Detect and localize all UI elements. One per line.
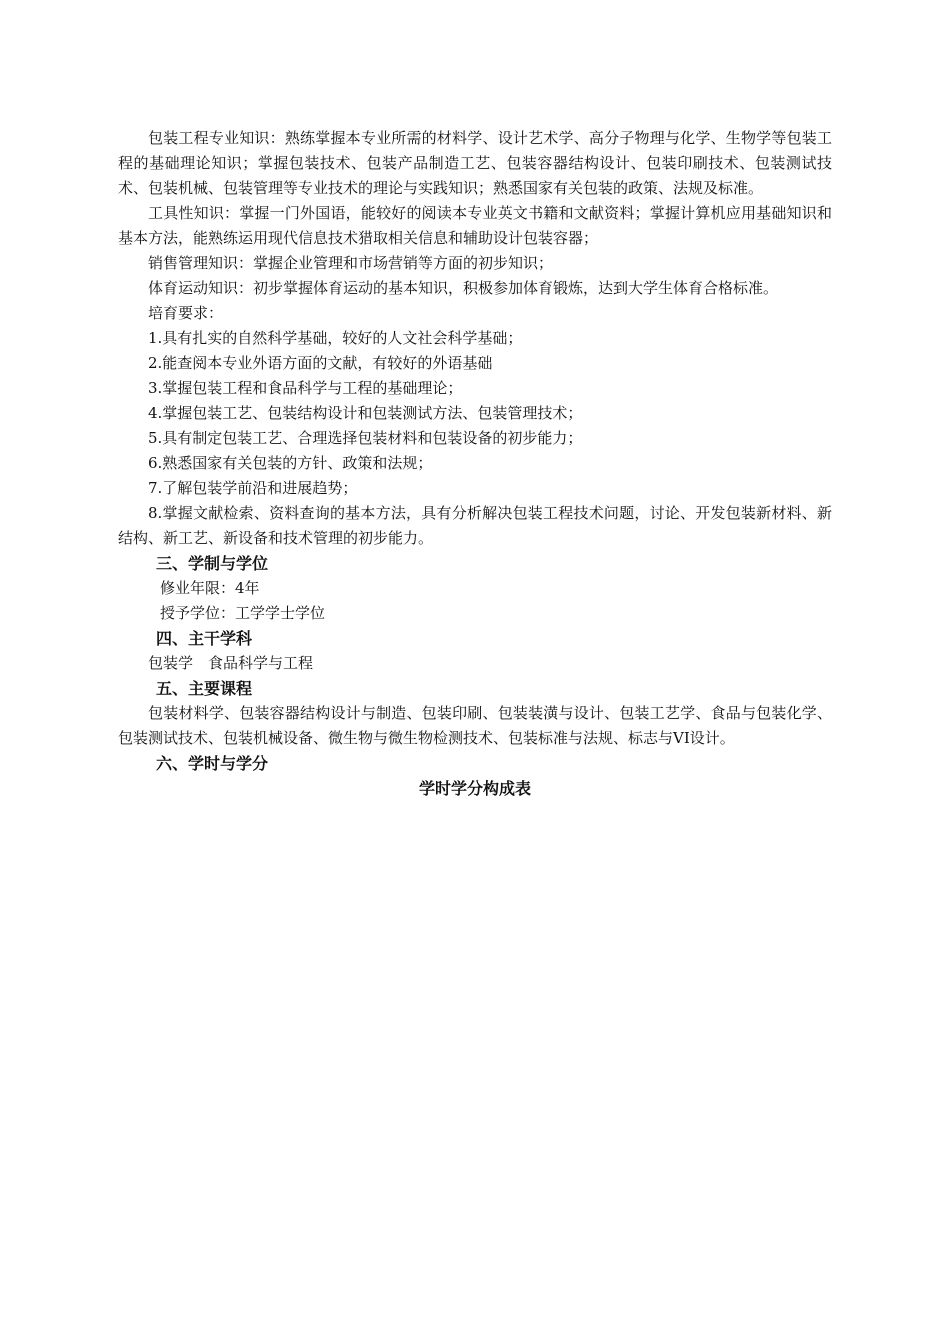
training-item-6: 6.熟悉国家有关包装的方针、政策和法规； <box>148 454 433 472</box>
table-title: 学时学分构成表 <box>418 779 531 798</box>
knowledge-packaging-engineering: 包装工程专业知识：熟练掌握本专业所需的材料学、设计艺术学、高分子物理与化学、生物学等包装工程的基础理论知识；掌握包装技术、包装产品制造工艺、包装容器结构设计、包装印刷技术、包装测试技术、包装机械、包装管理等专业技术的理论与实践知识；熟悉国家有关包装的政策、法规及标准。 <box>118 129 832 197</box>
training-item-2: 2.能查阅本专业外语方面的文献，有较好的外语基础 <box>148 354 493 372</box>
document-page <box>118 126 832 801</box>
knowledge-sales: 销售管理知识：掌握企业管理和市场营销等方面的初步知识； <box>148 254 554 272</box>
section-heading-main-disciplines: 四、主干学科 <box>156 629 253 648</box>
degree-awarded: 授予学位：工学学士学位 <box>160 604 326 622</box>
study-duration: 修业年限：4年 <box>160 579 260 597</box>
training-item-5: 5.具有制定包装工艺、合理选择包装材料和包装设备的初步能力； <box>148 429 583 447</box>
training-title: 培育要求： <box>148 304 224 322</box>
main-courses: 包装材料学、包装容器结构设计与制造、包装印刷、包装装潢与设计、包装工艺学、食品与包装化学、包装测试技术、包装机械设备、微生物与微生物检测技术、包装标准与法规、标志与VI设计。 <box>118 704 832 747</box>
training-item-3: 3.掌握包装工程和食品科学与工程的基础理论； <box>148 379 463 397</box>
training-item-1: 1.具有扎实的自然科学基础，较好的人文社会科学基础； <box>148 329 523 347</box>
training-item-8: 8.掌握文献检索、资料查询的基本方法，具有分析解决包装工程技术问题，讨论、开发包装新材料、新结构、新工艺、新设备和技术管理的初步能力。 <box>118 504 832 547</box>
training-item-7: 7.了解包装学前沿和进展趋势； <box>148 479 358 497</box>
main-disciplines: 包装学 食品科学与工程 <box>148 654 314 672</box>
section-heading-hours-credits: 六、学时与学分 <box>156 754 269 773</box>
section-heading-main-courses: 五、主要课程 <box>156 679 253 698</box>
knowledge-tools: 工具性知识：掌握一门外国语，能较好的阅读本专业英文书籍和文献资料；掌握计算机应用基础知识和基本方法，能熟练运用现代信息技术猎取相关信息和辅助设计包装容器； <box>118 204 832 247</box>
knowledge-sports: 体育运动知识：初步掌握体育运动的基本知识，积极参加体育锻炼，达到大学生体育合格标准。 <box>148 279 779 297</box>
training-item-4: 4.掌握包装工艺、包装结构设计和包装测试方法、包装管理技术； <box>148 404 583 422</box>
section-heading-duration-degree: 三、学制与学位 <box>156 554 269 573</box>
